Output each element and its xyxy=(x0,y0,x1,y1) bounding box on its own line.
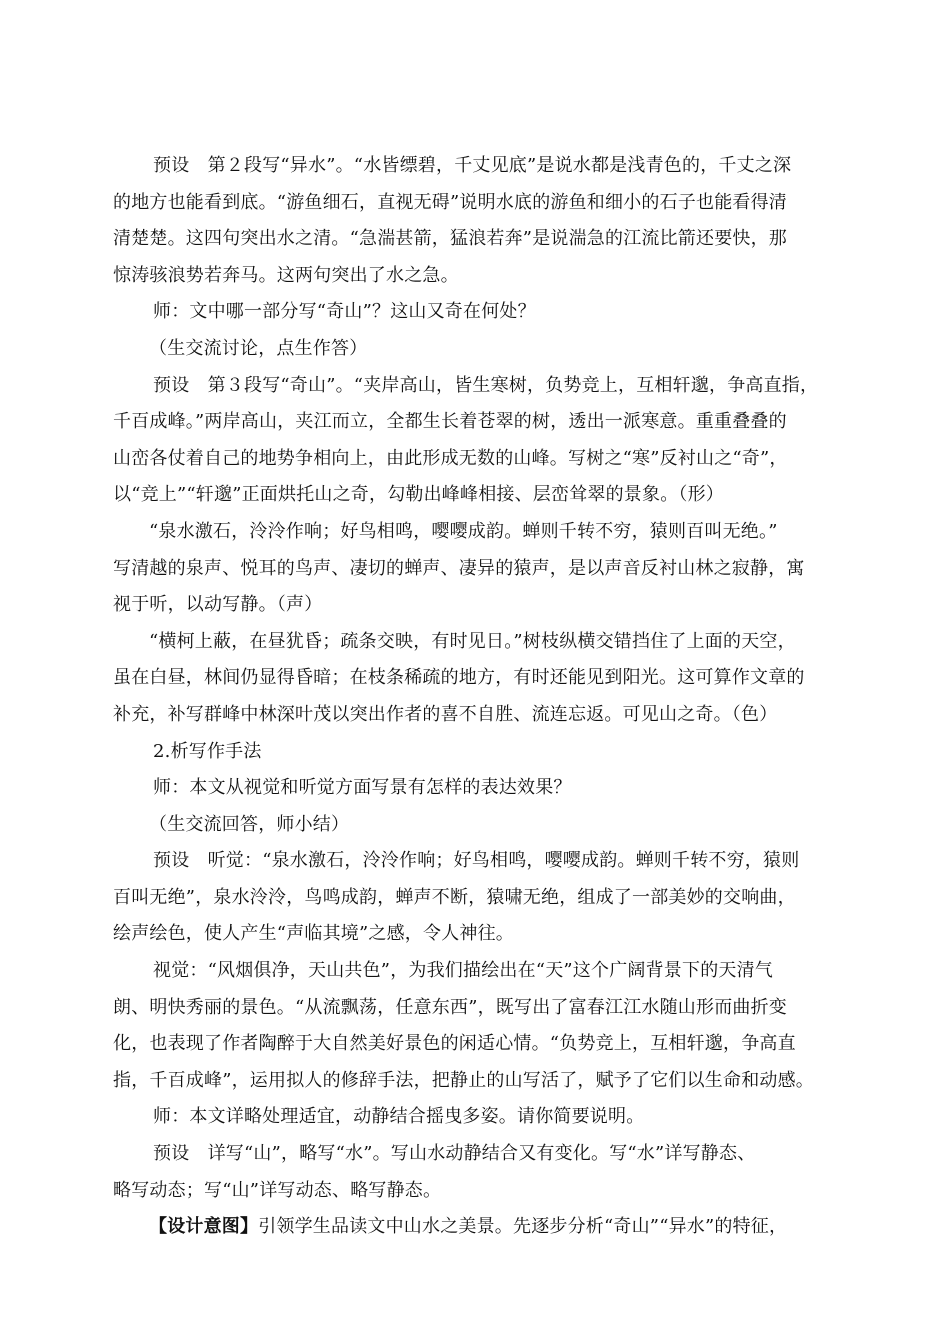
paragraph-line: 预设 第３段写“奇山”。“夹岸高山，皆生寒树，负势竞上，互相轩邈，争高直指， xyxy=(153,374,819,396)
paragraph-line: 视于听，以动写静。（声） xyxy=(113,594,323,616)
paragraph-line: （生交流讨论，点生作答） xyxy=(149,337,368,359)
paragraph-line: “泉水激石，泠泠作响；好鸟相鸣，嘤嘤成韵。蝉则千转不穷，猿则百叫无绝。” xyxy=(149,520,778,542)
design-intent-label: 【设计意图】 xyxy=(149,1216,259,1238)
paragraph-line: 百叫无绝”，泉水泠泠，鸟鸣成韵，蝉声不断，猿啸无绝，组成了一部美妙的交响曲， xyxy=(113,886,796,908)
paragraph-line: 师：文中哪一部分写“奇山”？这山又奇在何处？ xyxy=(153,301,536,323)
paragraph-line: 惊涛骇浪势若奔马。这两句突出了水之急。 xyxy=(113,264,459,286)
paragraph-line: 清楚楚。这四句突出水之清。“急湍甚箭，猛浪若奔”是说湍急的江流比箭还要快，那 xyxy=(113,228,788,250)
paragraph-line: （生交流回答，师小结） xyxy=(149,813,350,835)
paragraph-line: “横柯上蔽，在昼犹昏；疏条交映，有时见日。”树枝纵横交错挡住了上面的天空， xyxy=(149,630,796,652)
paragraph-line: 虽在白昼，林间仍显得昏暗；在枝条稀疏的地方，有时还能见到阳光。这可算作文章的 xyxy=(113,667,805,689)
paragraph-line: 山峦各仗着自己的地势争相向上，由此形成无数的山峰。写树之“寒”反衬山之“奇”， xyxy=(113,447,788,469)
paragraph-line: 师：本文从视觉和听觉方面写景有怎样的表达效果？ xyxy=(153,777,572,799)
paragraph-line: 朗、明快秀丽的景色。“从流飘荡，任意东西”，既写出了富春江江水随山形而曲折变 xyxy=(113,996,788,1018)
paragraph-line: 以“竞上”“轩邈”正面烘托山之奇，勾勒出峰峰相接、层峦耸翠的景象。（形） xyxy=(113,484,725,506)
paragraph-line: 的地方也能看到底。“游鱼细石，直视无碍”说明水底的游鱼和细小的石子也能看得清 xyxy=(113,191,788,213)
paragraph-line: 指，千百成峰”，运用拟人的修辞手法，把静止的山写活了，赋予了它们以生命和动感。 xyxy=(113,1069,814,1091)
paragraph-line: 预设 听觉：“泉水激石，泠泠作响；好鸟相鸣，嘤嘤成韵。蝉则千转不穷，猿则 xyxy=(153,850,800,872)
paragraph-line: 视觉：“风烟俱净，天山共色”，为我们描绘出在“天”这个广阔背景下的天清气 xyxy=(153,960,774,982)
document-body xyxy=(113,148,873,1246)
paragraph-line: 预设 第２段写“异水”。“水皆缥碧，千丈见底”是说水都是浅青色的，千丈之深 xyxy=(153,155,792,176)
paragraph-line: 预设 详写“山”，略写“水”。写山水动静结合又有变化。写“水”详写静态、 xyxy=(153,1143,756,1165)
design-intent-line xyxy=(113,1209,873,1246)
paragraph-line: 补充，补写群峰中林深叶茂以突出作者的喜不自胜、流连忘返。可见山之奇。（色） xyxy=(113,703,778,725)
paragraph-line: 师：本文详略处理适宜，动静结合摇曳多姿。请你简要说明。 xyxy=(153,1106,645,1128)
section-heading: 2.析写作手法 xyxy=(153,740,262,762)
paragraph-line: 略写动态；写“山”详写动态、略写静态。 xyxy=(113,1179,442,1201)
paragraph-line: 写清越的泉声、悦耳的鸟声、凄切的蝉声、凄异的猿声，是以声音反衬山林之寂静，寓 xyxy=(113,557,805,579)
paragraph-line: 化，也表现了作者陶醉于大自然美好景色的闲适心情。“负势竞上，互相轩邈，争高直 xyxy=(113,1033,796,1055)
paragraph-line: 千百成峰。”两岸高山，夹江而立，全都生长着苍翠的树，透出一派寒意。重重叠叠的 xyxy=(113,411,787,433)
design-intent-text: 引领学生品读文中山水之美景。先逐步分析“奇山”“异水”的特征， xyxy=(258,1216,788,1238)
paragraph-line: 绘声绘色，使人产生“声临其境”之感，令人神往。 xyxy=(113,923,515,945)
